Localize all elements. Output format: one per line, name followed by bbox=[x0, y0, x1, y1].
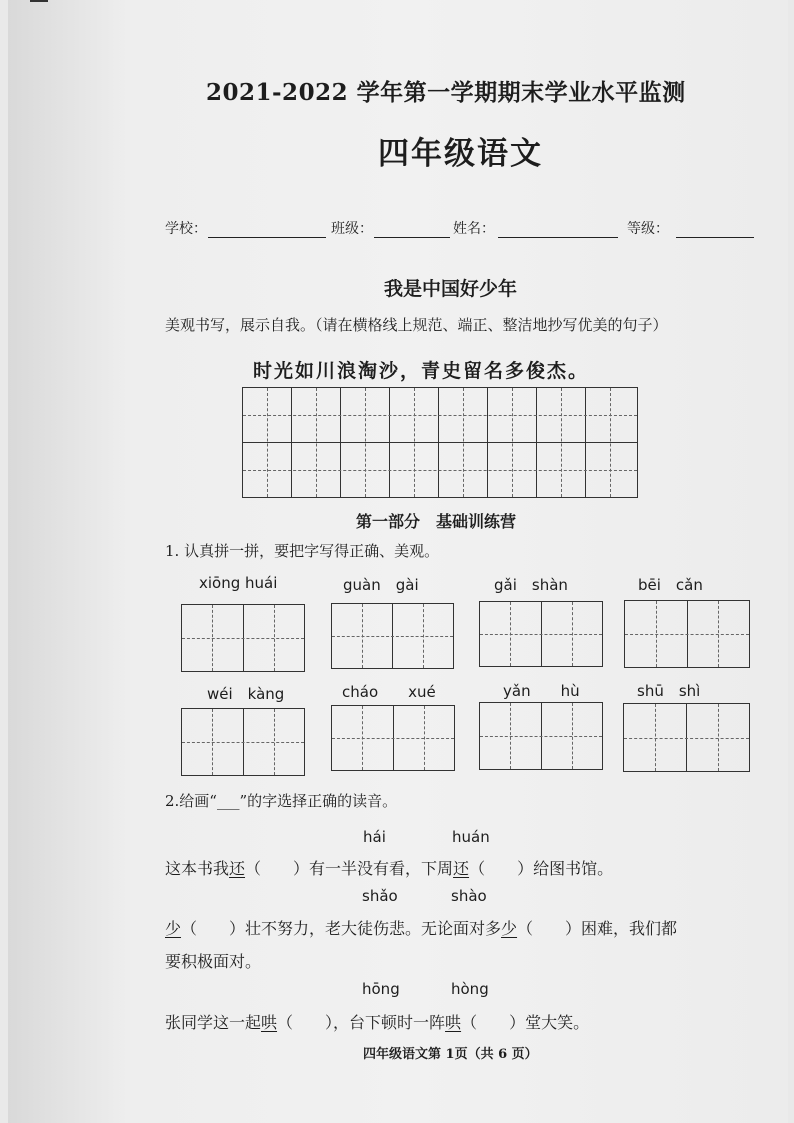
sentence-text: 这本书我 bbox=[165, 859, 230, 878]
school-blank[interactable] bbox=[208, 237, 326, 238]
sentence-1 bbox=[165, 856, 613, 879]
answer-blank-text[interactable]: （ ）给图书馆。 bbox=[469, 859, 614, 878]
answer-grid[interactable] bbox=[331, 603, 454, 669]
sentence-2-continued: 要积极面对。 bbox=[165, 952, 262, 971]
motto-sentence: 时光如川浪淘沙，青史留名多俊杰。 bbox=[253, 360, 590, 382]
subject-title: 四年级语文 bbox=[378, 136, 543, 172]
answer-grid[interactable] bbox=[181, 604, 305, 672]
answer-grid[interactable] bbox=[331, 705, 455, 771]
pinyin-label: shū shì bbox=[637, 682, 701, 700]
copy-writing-grid[interactable] bbox=[242, 387, 638, 498]
exam-title: 2021-2022 学年第一学期期末学业水平监测 bbox=[206, 79, 686, 106]
q2-prompt: 2.给画“___”的字选择正确的读音。 bbox=[165, 792, 398, 810]
answer-blank-text[interactable]: （ ）堂大笑。 bbox=[461, 1013, 590, 1032]
pinyin-option: hái bbox=[363, 828, 386, 846]
pinyin-label: wéi kàng bbox=[207, 685, 285, 703]
corner-mark bbox=[30, 0, 48, 2]
answer-grid[interactable] bbox=[624, 600, 750, 668]
grade-label: 等级： bbox=[627, 221, 669, 237]
pinyin-option: hòng bbox=[451, 980, 489, 998]
sentence-3 bbox=[165, 1010, 589, 1033]
writing-instruction: 美观书写，展示自我。（请在横格线上规范、端正、整洁地抄写优美的句子） bbox=[165, 316, 668, 334]
pinyin-option: hōng bbox=[362, 980, 400, 998]
underlined-char: 还 bbox=[453, 859, 470, 878]
answer-blank-text[interactable]: （ ）壮不努力，老大徒伤悲。无论面对多 bbox=[181, 919, 502, 938]
page-footer: 四年级语文第 1页（共 6 页） bbox=[363, 1047, 538, 1062]
answer-grid[interactable] bbox=[181, 708, 305, 776]
answer-grid[interactable] bbox=[623, 703, 750, 772]
name-label: 姓名： bbox=[453, 221, 495, 237]
class-label: 班级： bbox=[331, 221, 373, 237]
sentence-text: 张同学这一起 bbox=[165, 1013, 262, 1032]
class-blank[interactable] bbox=[374, 237, 450, 238]
pinyin-label: guàn gài bbox=[343, 576, 419, 594]
grade-blank[interactable] bbox=[676, 237, 754, 238]
pinyin-label: xiōng huái bbox=[199, 574, 278, 592]
pinyin-option: shǎo bbox=[362, 887, 398, 905]
underlined-char: 哄 bbox=[261, 1013, 278, 1032]
pinyin-label: bēi cǎn bbox=[638, 576, 703, 594]
q1-prompt: 1. 认真拼一拼，要把字写得正确、美观。 bbox=[165, 542, 440, 560]
pinyin-option: huán bbox=[452, 828, 490, 846]
answer-blank-text[interactable]: （ ），台下顿时一阵 bbox=[277, 1013, 446, 1032]
name-blank[interactable] bbox=[498, 237, 618, 238]
writing-heading: 我是中国好少年 bbox=[384, 278, 518, 300]
school-label: 学校： bbox=[165, 221, 207, 237]
sentence-2 bbox=[165, 916, 677, 939]
pinyin-label: cháo xué bbox=[342, 683, 436, 701]
answer-grid[interactable] bbox=[479, 601, 603, 667]
answer-blank-text[interactable]: （ ）困难，我们都 bbox=[517, 919, 678, 938]
pinyin-label: gǎi shàn bbox=[494, 576, 568, 594]
pinyin-label: yǎn hù bbox=[503, 682, 580, 700]
underlined-char: 哄 bbox=[445, 1013, 462, 1032]
pinyin-option: shào bbox=[451, 887, 487, 905]
answer-blank-text[interactable]: （ ）有一半没有看，下周 bbox=[245, 859, 454, 878]
part1-heading: 第一部分 基础训练营 bbox=[356, 512, 517, 531]
underlined-char: 少 bbox=[165, 919, 182, 938]
answer-grid[interactable] bbox=[479, 702, 603, 770]
underlined-char: 还 bbox=[229, 859, 246, 878]
underlined-char: 少 bbox=[501, 919, 518, 938]
